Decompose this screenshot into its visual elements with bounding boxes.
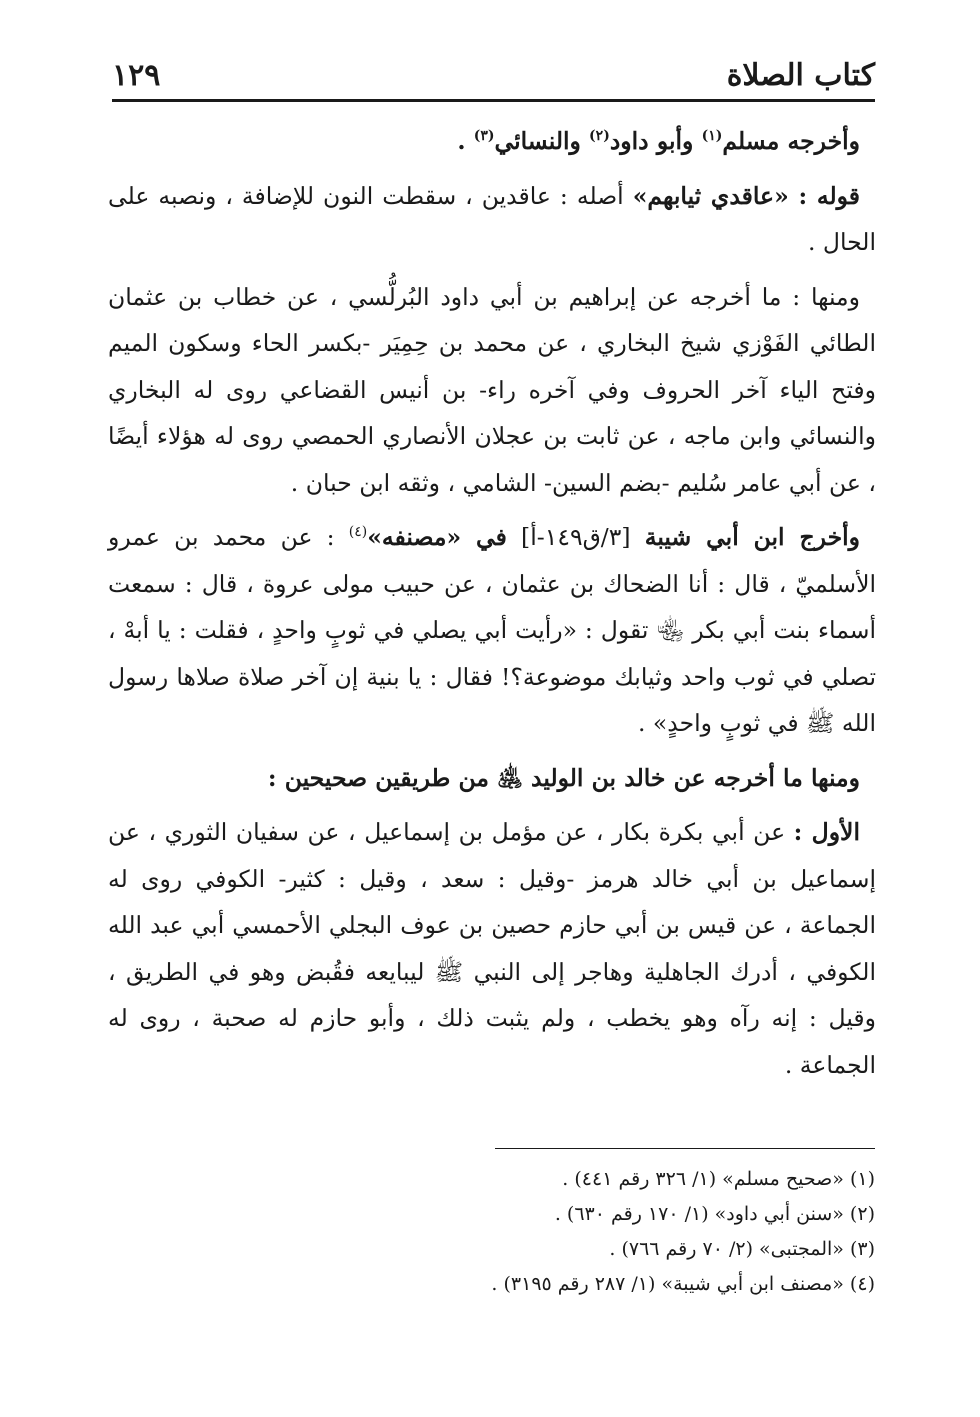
p6-lead: الأول :	[793, 818, 860, 846]
paragraph-4	[108, 514, 876, 747]
paragraph-2	[108, 173, 876, 266]
paragraph-5: ومنها ما أخرجه عن خالد بن الوليد ﵁ من طريقين صحيحين :	[267, 763, 860, 792]
paragraph-3: ومنها : ما أخرجه عن إبراهيم بن أبي داود البُرلُّسي ، عن خطاب بن عثمان الطائي الفَوْزي شيخ البخاري ، عن محمد بن حِمِيَر -بكسر الحاء وسكون الميم وفتح الياء آخر الحروف وفي آخره راء- بن أنيس القضاعي روى له البخاري والنسائي وابن ماجه ، عن ثابت بن عجلان الأنصاري الحمصي روى له هؤلاء أيضًا ، عن أبي عامر سُليم -بضم السين- الشامي ، وثقه ابن حبان .	[108, 282, 876, 497]
p2-lead: قوله : «عاقدي ثيابهم»	[632, 181, 860, 210]
p2-text: أصله : عاقدين ، سقطت النون للإضافة ، ونصبه على الحال .	[108, 181, 876, 256]
footnote-2: (٢) «سنن أبي داود» (١/ ١٧٠ رقم ٦٣٠) .	[554, 1203, 875, 1225]
p4-lead-2: في «مصنفه»	[367, 523, 507, 551]
running-title: كتاب الصلاة	[726, 58, 875, 93]
footnote-ref-4: (٤)	[348, 524, 368, 541]
main-text	[108, 118, 876, 1096]
p4-manuscript-ref: [٣/ق١٤٩-أ]	[506, 523, 645, 551]
p1-text-b: وأبو داود	[609, 127, 702, 155]
footnote-1: (١) «صحيح مسلم» (١/ ٣٢٦ رقم ٤٤١) .	[562, 1168, 875, 1190]
p1-text-c: والنسائي	[494, 127, 590, 155]
footnote-ref-2: (٢)	[589, 128, 610, 145]
paragraph-6	[108, 809, 876, 1088]
footnote-separator	[495, 1148, 875, 1149]
p6-text: عن أبي بكرة بكار ، عن مؤمل بن إسماعيل ، عن سفيان الثوري ، عن إسماعيل بن أبي خالد هرمز -وقيل : سعد ، وقيل : كثير- الكوفي روى له الجماعة ، عن قيس بن أبي حازم حصين بن عوف البجلي الأحمسي أبي عبد الله الكوفي ، أدرك الجاهلية وهاجر إلى النبي ﷺ ليبايعه فقُبض وهو في الطريق ، وقيل : إنه رآه وهو يخطب ، ولم يثبت ذلك ، وأبو حازم له صحبة ، روى له الجماعة .	[108, 818, 876, 1079]
p4-text: : عن محمد بن عمرو الأسلميّ ، قال : أنا الضحاك بن عثمان ، عن حبيب مولى عروة ، قال : سمعت أسماء بنت أبي بكر ﵄ تقول : «رأيت أبي يصلي في ثوبٍ واحدٍ ، فقلت : يا أبهْ ، تصلي في ثوب واحد وثيابك موضوعة؟! فقال : يا بنية إن آخر صلاة صلاها رسول الله ﷺ في ثوبٍ واحدٍ» .	[108, 523, 876, 737]
page-number: ١٢٩	[112, 58, 161, 93]
footnote-ref-3: (٣)	[473, 128, 495, 145]
header-rule	[112, 99, 875, 102]
footnote-ref-1: (١)	[701, 128, 723, 145]
p1-text-d: .	[457, 127, 474, 155]
p4-lead: وأخرج ابن أبي شيبة	[644, 523, 861, 551]
footnote-4: (٤) «مصنف ابن أبي شيبة» (١/ ٢٨٧ رقم ٣١٩٥) .	[491, 1273, 875, 1295]
footnote-3: (٣) «المجتبى» (٢/ ٧٠ رقم ٧٦٦) .	[609, 1238, 875, 1260]
footnotes	[115, 1162, 875, 1302]
p1-text-a: وأخرجه مسلم	[722, 127, 860, 155]
page-header	[112, 48, 875, 100]
paragraph-1	[108, 118, 876, 165]
